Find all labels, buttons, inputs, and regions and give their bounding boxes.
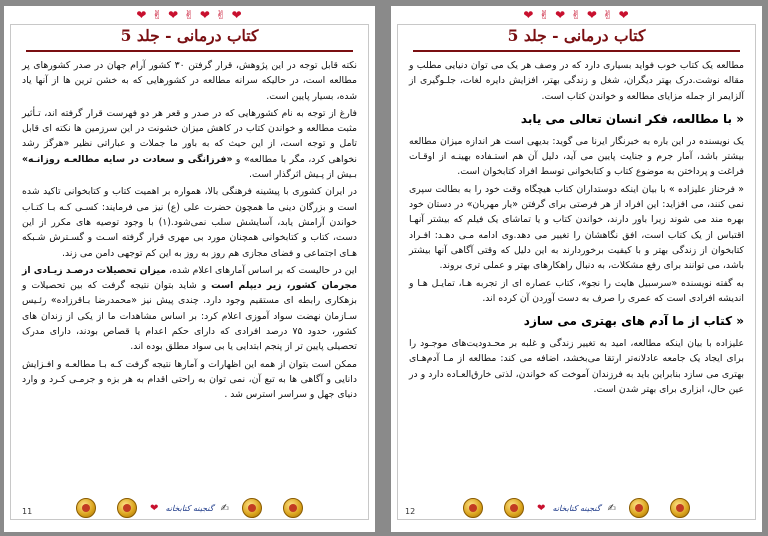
header-decoration: ❤ ✌ ❤ ✌ ❤ ✌ ❤ bbox=[136, 8, 243, 22]
page-11 bbox=[4, 6, 375, 532]
page-number: 11 bbox=[22, 507, 33, 516]
medal-icon bbox=[504, 498, 524, 518]
page-body bbox=[22, 58, 357, 405]
header-divider bbox=[413, 50, 740, 52]
footer-brand: گنجینه کتابخانه bbox=[165, 503, 214, 513]
medal-icon bbox=[76, 498, 96, 518]
page-12 bbox=[391, 6, 762, 532]
bold-statistic: میزان تحصیلات درصـد زیـادی از مجرمان کشور، زیر دیپلم است bbox=[22, 264, 357, 292]
paragraph: در ایران کشوری با پیشینه فرهنگی بالا، همواره بر اهمیت کتاب و کتابخوانی تاکید شده است و بزرگان دینی ما همچون حضرت علی (ع) نیز می فرمایند: کسـی کـه بـا کتـاب خواندن آرامش یابد، آسایشش سلب نمی‌شود.(۱) با وجود توصیه های مکرر از این دست، کتاب و کتابخوانی همچنان مورد بی مهری قرار گرفته اسـت و گسـترش شـبکه هـای اجتماعی و فضای مجازی هم روز به روز به این کم توجهی دامن می زند. bbox=[22, 186, 357, 259]
page-footer bbox=[4, 494, 375, 518]
footer-emblems bbox=[391, 498, 762, 519]
bold-quote: «فرزانگی و سعادت در سایه مطالعـه روزانـه» bbox=[22, 153, 233, 165]
medal-icon bbox=[117, 498, 137, 518]
paragraph: ممکن است بتوان از همه این اظهارات و آمارها نتیجه گرفت کـه بـا مطالعـه و افـزایش دانایی و آگاهی ها به تبع آن، نمی توان به راحتی اقدام به هر بزه و جرمـی کـرد و وارد دنیای جهل و سراسر استرس شد . bbox=[22, 358, 357, 401]
header-decoration: ❤ ✌ ❤ ✌ ❤ ✌ ❤ bbox=[523, 8, 630, 22]
footer-emblems bbox=[4, 498, 375, 519]
heart-icon: ❤ bbox=[536, 502, 546, 514]
paragraph: این در حالیست که بر اساس آمارهای اعلام شده، میزان تحصیلات درصـد زیـادی از مجرمان کشور، زیر دیپلم است و شاید بتوان نتیجه گرفت که بین تحصیلات و بزهکاری رابطه ای مستقیم وجود دارد. چندی پیش نیز «محمدرضا بـاقرزاده» رئـیس سـازمان نهضت سواد آموزی اعلام کرد: بر اساس مشاهدات ما از یکی از زندان های کشور، حدود ۷۵ درصد افرادی که دارای حکم اعدام یا قصاص بودند، دارای مدرک تحصیلی پایین تر از پنجم ابتدایی یا بی سواد مطلق بوده اند. bbox=[22, 264, 358, 353]
paragraph: مطالعه یک کتاب خوب فواید بسیاری دارد که در وصف هر یک می توان دنیایی مطلب و مقاله نوشت.درک بهتر دیگران، شغل و زندگی بهتر، افزایش دایره لغات، جلـوگیری از آلزایمر از جمله مزایای مطالعه و خواندن کتاب است. bbox=[409, 60, 744, 102]
paragraph: نکته قابل توجه در این پژوهش، قرار گرفتن ۳۰ کشور آرام جهان در صدر کشورهای پر مطالعه است، در حالیکه سرانه مطالعه در کشورهایی که به خشن ترین ها از آنها یاد شده، بسیار پایین است. bbox=[22, 60, 357, 102]
section-heading: « با مطالعه، فکر انسان تعالی می یابد bbox=[520, 111, 744, 126]
paragraph: فارغ از توجه به نام کشورهایی که در صدر و قعر هر دو فهرست قرار گرفته اند، تـأثیر مثبت مطالعه و خواندن کتاب در کاهش میزان خشونت در این سرزمین ها نکته ای قابل تامل و توجه است، از این حیث که به باور ما جملات و عباراتی نظیر «هرگز رشد نخواهی کرد، مگر با مطالعه» و «فرزانگی و سعادت در سایه مطالعـه روزانـه» بـیش از پـیش اثرگذار است. bbox=[22, 107, 357, 181]
page-footer bbox=[391, 494, 762, 518]
medal-icon bbox=[283, 498, 303, 518]
pen-icon: ✍ bbox=[220, 502, 230, 514]
footer-brand: گنجینه کتابخانه bbox=[552, 503, 601, 513]
paragraph: « فرحناز علیزاده » با بیان اینکه دوستداران کتاب هیچگاه وقت خود را به بطالت سپری نمی کنند، می افزاید: این افراد از هر فرصتی برای گرفتن «یار مهربان» در دستان خود بهره مند می شوند زیرا باور دارند، خواندن کتاب و یا تماشای یک فیلم که بیشتر آنهـا اقتباس از یک کتاب است، افق نگاهشان را تغییر می دهد.وی ادامه مـی دهـد: افـراد کتابخوان از زندگی بهتر و با کیفیت برخوردارند به این دلیل که وقتی آگاهی آنها بیشتر باشد، می توانند برای رفع مشکلات، به دنبال راهکارهای بهتر و عملی تری بروند. bbox=[409, 183, 744, 272]
medal-icon bbox=[670, 498, 690, 518]
page-title: کتاب درمانی - جلد 5 bbox=[120, 26, 259, 45]
paragraph: علیزاده با بیان اینکه مطالعه، امید به تغییر زندگی و غلبه بر محـدودیت‌های موجـود را برای ایجاد یک جامعه عادلانه‌تر ارتقا می‌بخشد، اضافه می کند: مطالعه از مـا آدم‌هـای بهتری می سازد بنابراین باید به فرزندان آموخت که خواندن، لذتی خارق‌العـاده دارد و در عین حال، ابزاری برای بهتر شدن است. bbox=[409, 338, 744, 396]
page-body bbox=[409, 58, 744, 399]
heart-icon: ❤ bbox=[149, 502, 159, 514]
section-heading: « کتاب از ما آدم های بهتری می سازد bbox=[523, 314, 744, 329]
medal-icon bbox=[242, 498, 262, 518]
pen-icon: ✍ bbox=[607, 502, 617, 514]
page-title: کتاب درمانی - جلد 5 bbox=[507, 26, 646, 45]
page-number: 12 bbox=[405, 507, 416, 516]
header-divider bbox=[26, 50, 353, 52]
paragraph: به گفته نویسنده «سرسبیل هایت را نجو»، کتاب عصاره ای از تجربه هـا، تمایـل هـا و اندیشه افرادی است که عمری را صرف به دست آوردن آن کرده اند. bbox=[409, 277, 744, 304]
medal-icon bbox=[629, 498, 649, 518]
medal-icon bbox=[463, 498, 483, 518]
paragraph: یک نویسنده در این باره به خبرنگار ایرنا می گوید: بدیهی است هر اندازه میزان مطالعه بیشتر باشد، آمار جرم و جنایت پایین می آید، دلیل آن هم استـفاده بهینـه از اوقـات فراغت و پرداختن به موضوع کتاب و کتابخوانی توسط افراد کتابخوان است. bbox=[409, 135, 744, 178]
